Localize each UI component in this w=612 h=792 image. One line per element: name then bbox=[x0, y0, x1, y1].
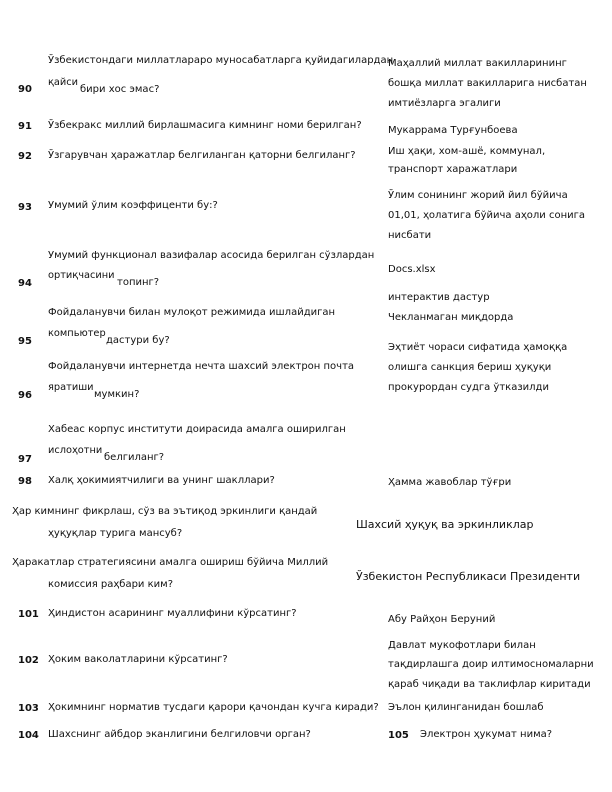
answer-text: нисбати bbox=[388, 230, 432, 241]
question-number: 104 bbox=[18, 730, 39, 741]
question-number: 103 bbox=[18, 703, 39, 714]
answer-text: олишга санкция бериш ҳуқуқи bbox=[388, 362, 552, 373]
answer-text: Ўлим сонининг жорий йил бўйича bbox=[388, 190, 568, 201]
question-text: комиссия раҳбари ким? bbox=[48, 579, 173, 590]
question-number: 97 bbox=[18, 454, 32, 465]
question-number: 94 bbox=[18, 278, 32, 289]
answer-text: Ҳамма жавоблар тўғри bbox=[388, 477, 512, 488]
question-text: Шахснинг айбдор эканлигини белгиловчи орган? bbox=[48, 729, 311, 740]
question-text: Фойдаланувчи интернетда нечта шахсий электрон почта bbox=[48, 361, 355, 372]
question-number: 92 bbox=[18, 151, 32, 162]
question-text: яратиши bbox=[48, 382, 94, 393]
answer-text: Давлат мукофотлари билан bbox=[388, 640, 536, 651]
answer-text: тақдирлашга доир илтимосномаларни bbox=[388, 659, 594, 670]
answer-text: Маҳаллий миллат вакилларининг bbox=[388, 58, 567, 69]
question-text: Ўзгарувчан ҳаражатлар белгиланган қаторни белгиланг? bbox=[48, 150, 356, 161]
question-text: белгиланг? bbox=[104, 452, 165, 463]
question-text: қайси bbox=[48, 77, 79, 88]
question-text: бири хос эмас? bbox=[80, 84, 160, 95]
answer-text: Мукаррама Турғунбоева bbox=[388, 125, 518, 136]
answer-text: Эълон қилинганидан бошлаб bbox=[388, 702, 544, 713]
answer-text: Docs.xlsx bbox=[388, 264, 436, 275]
question-text: ортиқчасини bbox=[48, 270, 115, 281]
question-text: компьютер bbox=[48, 328, 106, 339]
question-text: Умумий ўлим коэффиценти бу:? bbox=[48, 200, 218, 211]
question-text: Ўзбекракс миллий бирлашмасига кимнинг номи берилган? bbox=[48, 120, 362, 131]
question-number: 96 bbox=[18, 390, 32, 401]
answer-text: прокурордан судга ўтказилди bbox=[388, 382, 549, 393]
question-number: 91 bbox=[18, 121, 32, 132]
question-text: Ҳоким ваколатларини кўрсатинг? bbox=[48, 654, 228, 665]
question-number: 101 bbox=[18, 609, 39, 620]
question-number: 98 bbox=[18, 476, 32, 487]
question-text: Ўзбекистондаги миллатлараро муносабатларга қуйидагилардан bbox=[48, 55, 394, 66]
answer-text: транспорт харажатлари bbox=[388, 164, 518, 175]
answer-text: Ўзбекистон Республикаси Президенти bbox=[356, 570, 581, 583]
answer-text: Эҳтиёт чораси сифатида ҳамоққа bbox=[388, 342, 568, 353]
answer-text: Иш ҳақи, хом-ашё, коммунал, bbox=[388, 146, 546, 157]
answer-text: имтиёзларга эгалиги bbox=[388, 98, 501, 109]
question-text: ҳуқуқлар турига мансуб? bbox=[48, 528, 183, 539]
question-text: ислоҳотни bbox=[48, 445, 103, 456]
answer-text: 01,01, ҳолатига бўйича аҳоли сонига bbox=[388, 210, 585, 221]
answer-text: бошқа миллат вакилларига нисбатан bbox=[388, 78, 587, 89]
question-text: Электрон ҳукумат нима? bbox=[420, 729, 553, 740]
question-number: 95 bbox=[18, 336, 32, 347]
question-number: 105 bbox=[388, 730, 409, 741]
question-text: Ҳар кимнинг фикрлаш, сўз ва эътиқод эркинлиги қандай bbox=[12, 506, 318, 517]
question-text: Ҳаракатлар стратегиясини амалга ошириш бўйича Миллий bbox=[12, 557, 329, 568]
question-text: Ҳиндистон асарининг муаллифини кўрсатинг? bbox=[48, 608, 297, 619]
answer-text: қараб чиқади ва таклифлар киритади bbox=[388, 679, 591, 690]
question-text: топинг? bbox=[117, 277, 160, 288]
answer-text: Чекланмаган миқдорда bbox=[388, 312, 514, 323]
question-text: Хабеас корпус институти доирасида амалга оширилган bbox=[48, 424, 346, 435]
answer-text: интерактив дастур bbox=[388, 292, 490, 303]
answer-text: Абу Райҳон Беруний bbox=[388, 614, 496, 625]
question-number: 102 bbox=[18, 655, 39, 666]
question-text: дастури бу? bbox=[106, 335, 170, 346]
question-text: Ҳокимнинг норматив тусдаги қарори қачондан кучга киради? bbox=[48, 702, 379, 713]
question-text: мумкин? bbox=[94, 389, 140, 400]
question-number: 90 bbox=[18, 84, 32, 95]
question-text: Фойдаланувчи билан мулоқот режимида ишлайдиган bbox=[48, 307, 336, 318]
answer-text: Шахсий ҳуқуқ ва эркинликлар bbox=[356, 518, 534, 531]
question-text: Умумий функционал вазифалар асосида берилган сўзлардан bbox=[48, 250, 375, 261]
question-text: Халқ ҳокимиятчилиги ва унинг шакллари? bbox=[48, 475, 275, 486]
question-number: 93 bbox=[18, 202, 32, 213]
